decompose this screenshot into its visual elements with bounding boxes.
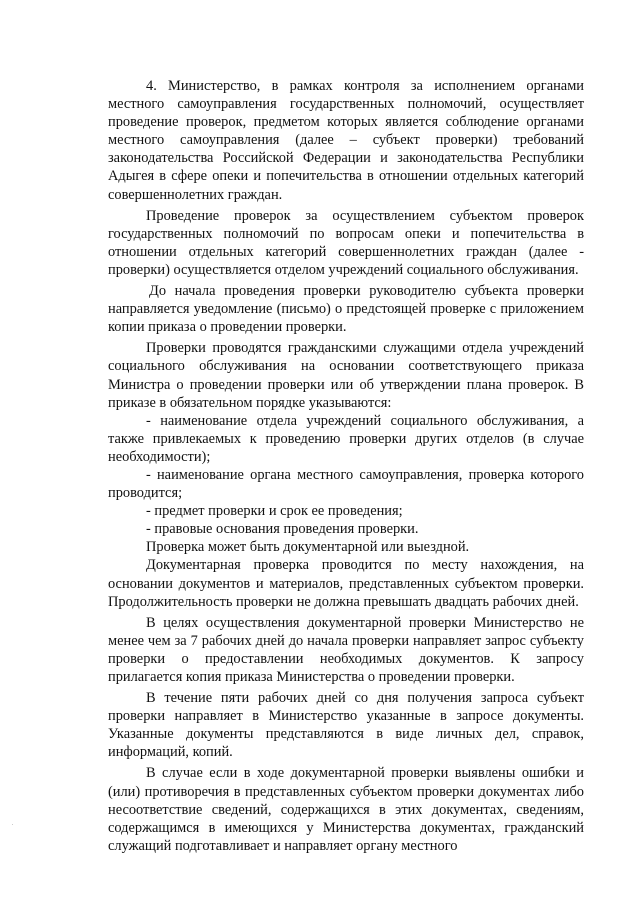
document-page — [108, 77, 584, 855]
paragraph-inspections-conduct: Проведение проверок за осуществлением субъектом проверок государственных полномочий по вопросам опеки и попечительства в отношении отдельных категорий совершеннолетних граждан (далее - проверки) осуществляется отделом учреждений социального обслуживания. — [108, 207, 584, 278]
paragraph-errors-found: В случае если в ходе документарной проверки выявлены ошибки и (или) противоречия в представленных субъектом проверки документах либо несоответствие сведений, содержащихся в этих документах, сведениям, содержащимся в имеющихся у Министерства документах, гражданский служащий подготавливает и направляет органу местного — [108, 765, 584, 854]
paragraph-documents-submission: В течение пяти рабочих дней со дня получения запроса субъект проверки направляет в Министерство указанные в запросе документы. Указанные документы представляются в виде личных дел, справок, информаций, копий. — [108, 690, 584, 761]
list-item-subject-and-term: - предмет проверки и срок ее проведения; — [146, 503, 403, 520]
list-item-local-authority: - наименование органа местного самоуправления, проверка которого проводится; — [108, 466, 584, 502]
paragraph-documents-request: В целях осуществления документарной проверки Министерство не менее чем за 7 рабочих дней до начала проверки направляет запрос субъекту проверки о предоставлении необходимых документов. К запросу прилагается копия приказа Министерства о проведении проверки. — [108, 614, 584, 685]
paragraph-inspection-types: Проверка может быть документарной или выездной. — [146, 539, 470, 556]
paragraph-notification: До начала проведения проверки руководителю субъекта проверки направляется уведомление (письмо) о предстоящей проверке с приложением копии приказа о проведении проверки. — [108, 283, 584, 336]
paragraph-order-contents: Проверки проводятся гражданскими служащими отдела учреждений социального обслуживания на основании соответствующего приказа Министра о проведении проверки или об утверждении плана проверок. В приказе в обязательном порядке указываются: — [108, 340, 584, 411]
list-item-department-name: - наименование отдела учреждений социального обслуживания, а также привлекаемых к проведению проверки других отделов (в случае необходимости); — [108, 412, 584, 465]
paragraph-documentary-inspection: Документарная проверка проводится по месту нахождения, на основании документов и материалов, представленных субъектом проверки. Продолжительность проверки не должна превышать двадцать рабочих дней. — [108, 557, 584, 610]
paragraph-ministry-control: 4. Министерство, в рамках контроля за исполнением органами местного самоуправления государственных полномочий, осуществляет проведение проверок, предметом которых является соблюдение органами местного самоуправления (далее – субъект проверки) требований законодательства Российской Федерации и законодательства Республики Адыгея в сфере опеки и попечительства в отношении отдельных категорий совершеннолетних граждан. — [108, 78, 584, 203]
margin-mark — [12, 824, 13, 825]
list-item-legal-grounds: - правовые основания проведения проверки. — [146, 521, 419, 538]
